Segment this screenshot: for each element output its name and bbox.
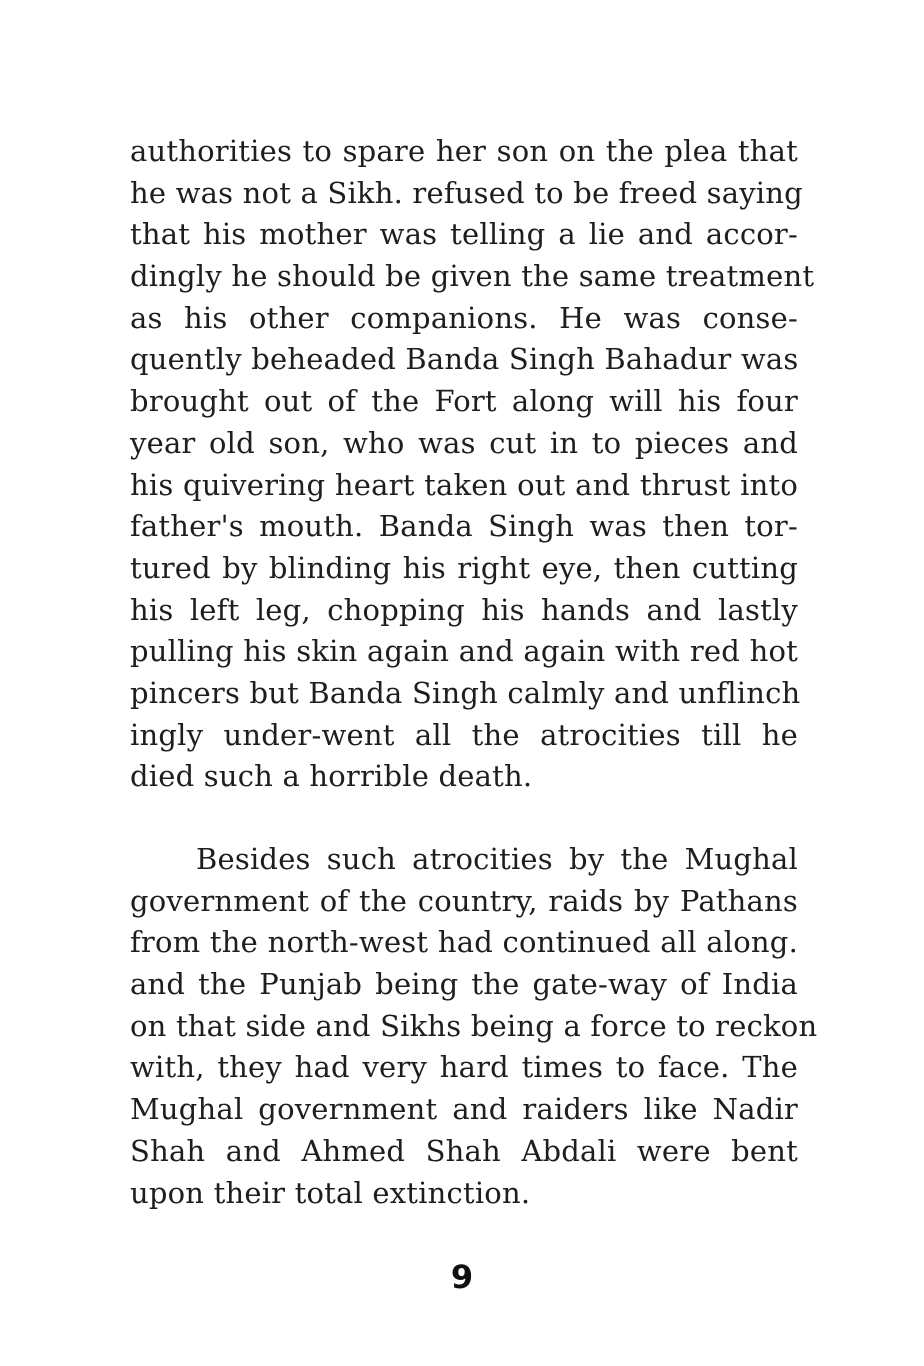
text-line: he was not a Sikh. refused to be freed saying: [130, 175, 803, 210]
text-line: upon their total extinction.: [130, 1175, 531, 1210]
text-line: ingly under-went all the atrocities till he: [130, 717, 798, 752]
text-line: dingly he should be given the same treatment: [130, 259, 815, 294]
text-line: his quivering heart taken out and thrust into: [130, 467, 798, 502]
text-line: Mughal government and raiders like Nadir: [130, 1092, 798, 1127]
text-line: as his other companions. He was conse-: [130, 300, 798, 335]
text-line: government of the country, raids by Pathans: [130, 883, 798, 918]
text-line: Shah and Ahmed Shah Abdali were bent: [130, 1133, 798, 1168]
text-line: year old son, who was cut in to pieces and: [130, 425, 798, 460]
text-line: tured by blinding his right eye, then cutting: [130, 550, 798, 585]
page-number: 9: [450, 1258, 474, 1296]
paragraph-1: [130, 131, 815, 798]
text-line: pulling his skin again and again with red hot: [130, 634, 798, 669]
text-line: Besides such atrocities by the Mughal: [196, 842, 798, 876]
text-line: died such a horrible death.: [130, 759, 533, 794]
text-line: quently beheaded Banda Singh Bahadur was: [130, 342, 799, 377]
text-line: authorities to spare her son on the plea that: [130, 134, 798, 168]
text-line: his left leg, chopping his hands and lastly: [130, 592, 798, 627]
text-line: pincers but Banda Singh calmly and unflinch: [130, 675, 801, 710]
text-line: father's mouth. Banda Singh was then tor-: [130, 509, 798, 544]
text-line: brought out of the Fort along will his four: [130, 384, 798, 419]
text-line: that his mother was telling a lie and accor-: [130, 217, 798, 252]
text-line: and the Punjab being the gate-way of India: [130, 967, 798, 1002]
text-line: from the north-west had continued all along.: [130, 925, 798, 960]
paragraph-2: [130, 839, 818, 1214]
text-line: with, they had very hard times to face. The: [130, 1050, 798, 1085]
text-line: on that side and Sikhs being a force to reckon: [130, 1008, 818, 1043]
